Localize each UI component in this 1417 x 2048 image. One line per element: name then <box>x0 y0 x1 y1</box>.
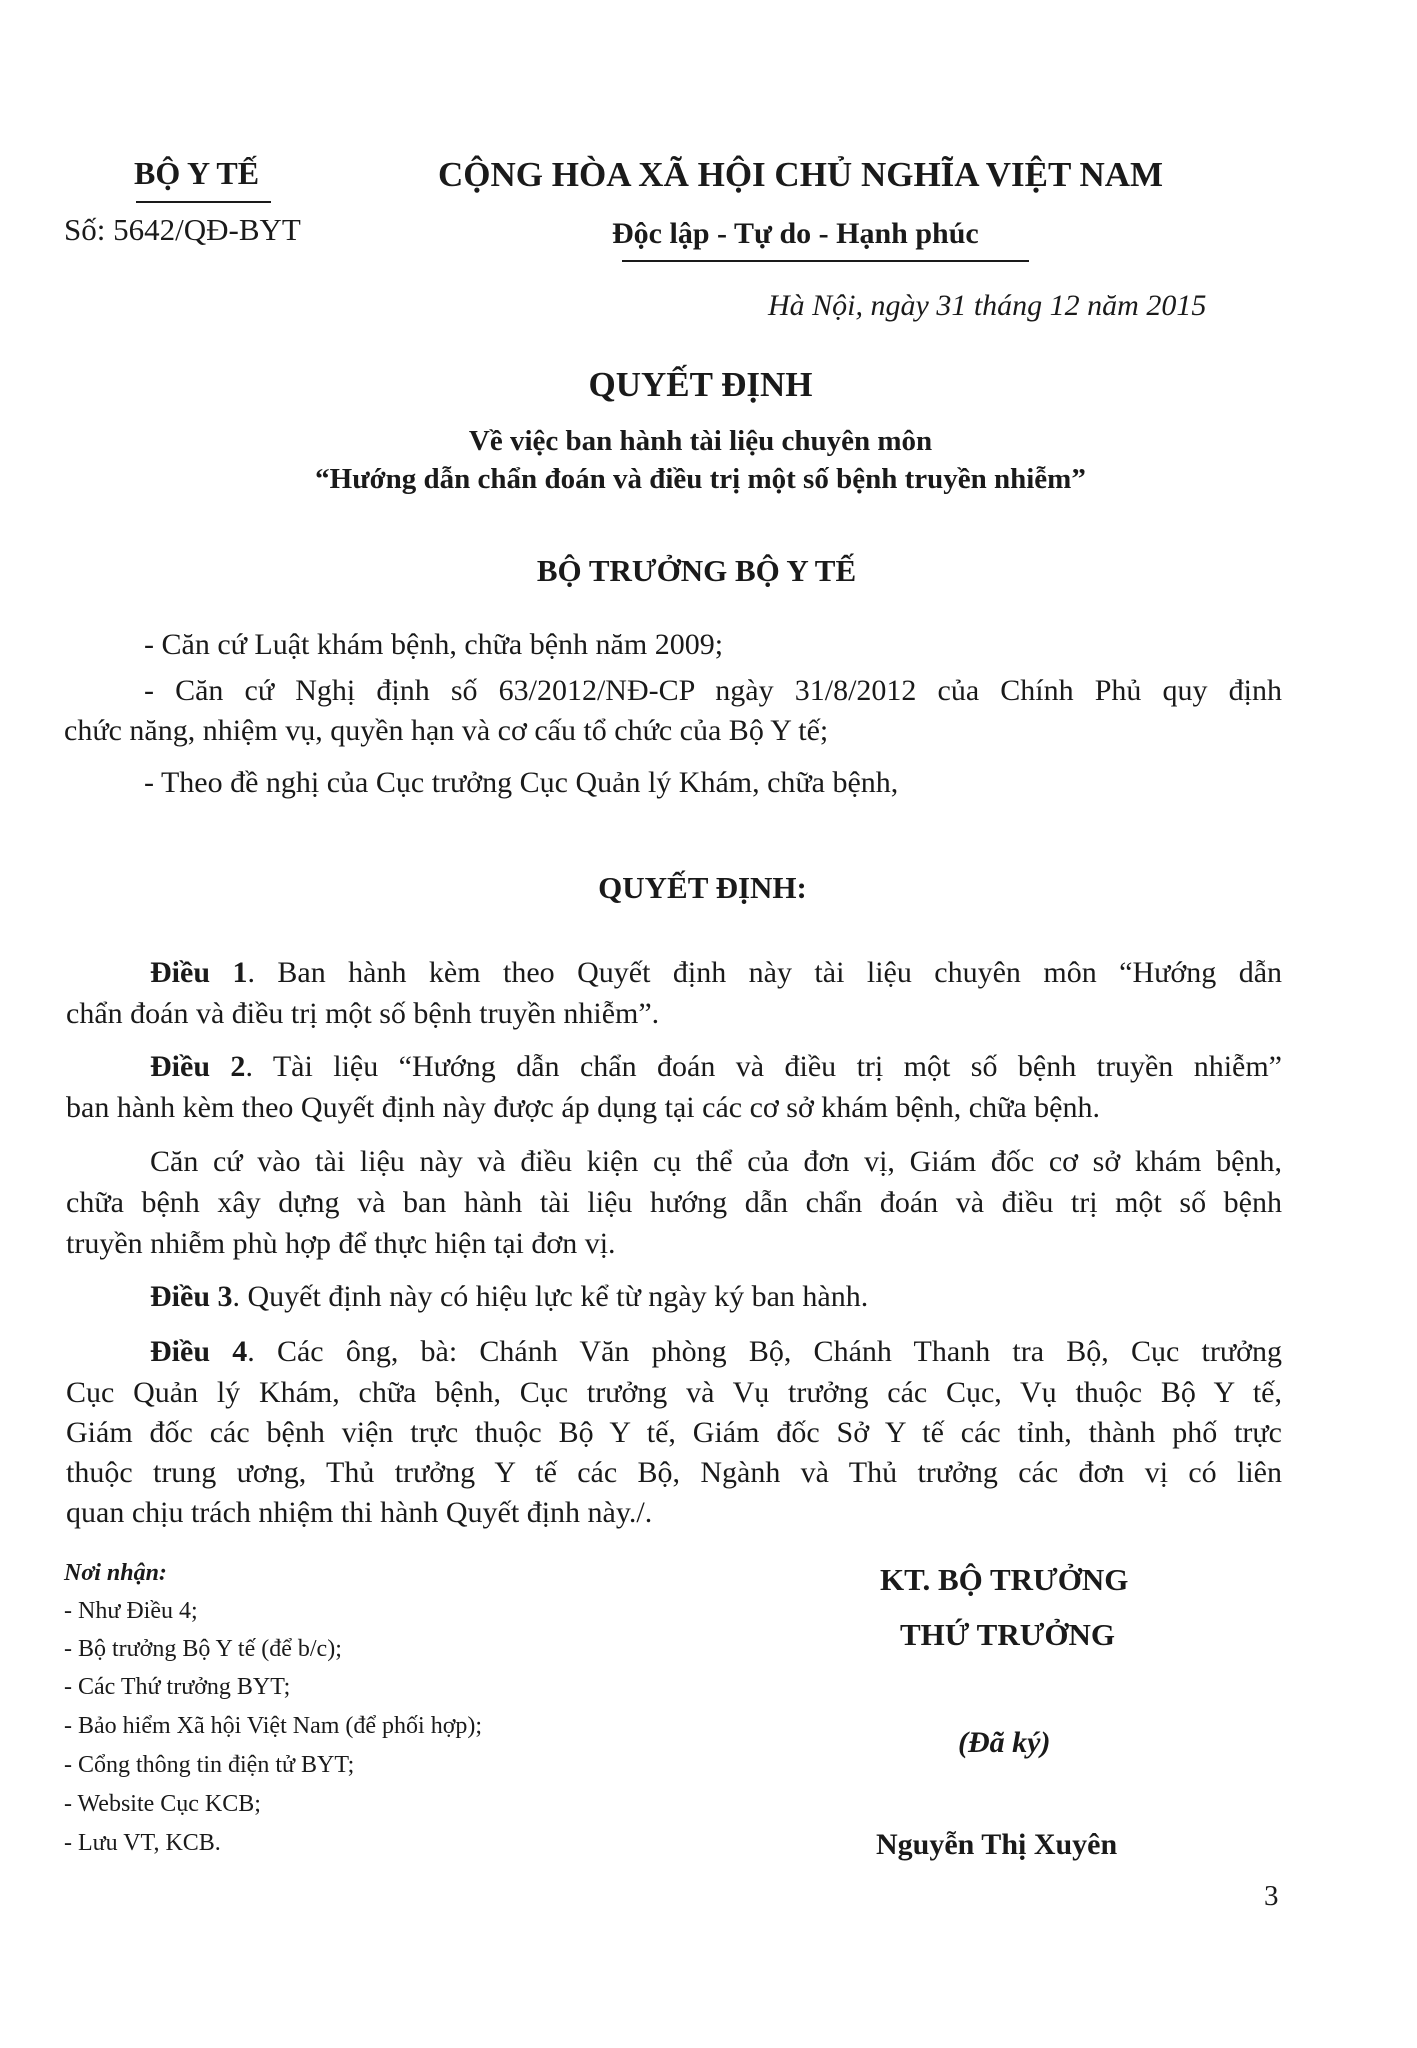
recipient-item: - Cổng thông tin điện tử BYT; <box>64 1752 355 1778</box>
article-1-label: Điều 1 <box>150 956 248 989</box>
national-motto: Độc lập - Tự do - Hạnh phúc <box>612 217 979 250</box>
page-number: 3 <box>1264 1880 1279 1912</box>
basis-line-2b: chức năng, nhiệm vụ, quyền hạn và cơ cấu tổ chức của Bộ Y tế; <box>64 714 829 747</box>
article-2-line-1 <box>150 1050 1282 1084</box>
signer-name: Nguyễn Thị Xuyên <box>876 1828 1118 1861</box>
document-subject-line-2: “Hướng dẫn chẩn đoán và điều trị một số bệnh truyền nhiễm” <box>315 463 1086 495</box>
motto-underline <box>622 260 1029 262</box>
basis-line-1: - Căn cứ Luật khám bệnh, chữa bệnh năm 2009; <box>144 628 724 661</box>
article-4-line-4: thuộc trung ương, Thủ trưởng Y tế các Bộ, Ngành và Thủ trưởng các đơn vị có liên <box>66 1456 1282 1489</box>
signature-title-2: THỨ TRƯỞNG <box>900 1617 1116 1652</box>
recipient-item: - Lưu VT, KCB. <box>64 1830 221 1856</box>
recipient-item: - Các Thứ trưởng BYT; <box>64 1674 291 1700</box>
article-4-line-5: quan chịu trách nhiệm thi hành Quyết định này./. <box>66 1496 653 1529</box>
article-3-text: . Quyết định này có hiệu lực kể từ ngày ký ban hành. <box>232 1280 869 1313</box>
document-subject-line-1: Về việc ban hành tài liệu chuyên môn <box>468 425 933 457</box>
basis-line-3: - Theo đề nghị của Cục trưởng Cục Quản lý Khám, chữa bệnh, <box>144 766 899 799</box>
signed-mark: (Đã ký) <box>958 1726 1051 1759</box>
article-4-line-2: Cục Quản lý Khám, chữa bệnh, Cục trưởng và Vụ trưởng các Cục, Vụ thuộc Bộ Y tế, <box>66 1376 1282 1409</box>
article-1-line-2: chẩn đoán và điều trị một số bệnh truyền nhiễm”. <box>66 997 660 1030</box>
article-4-text: . Các ông, bà: Chánh Văn phòng Bộ, Chánh Thanh tra Bộ, Cục trưởng <box>247 1335 1283 1368</box>
basis-line-2a: - Căn cứ Nghị định số 63/2012/NĐ-CP ngày 31/8/2012 của Chính Phủ quy định <box>144 674 1282 707</box>
recipient-item: - Bộ trưởng Bộ Y tế (để b/c); <box>64 1636 342 1662</box>
article-3-label: Điều 3 <box>150 1280 233 1313</box>
document-number: Số: 5642/QĐ-BYT <box>64 212 301 247</box>
agency-underline <box>136 201 271 203</box>
issuing-agency: BỘ Y TẾ <box>134 155 260 191</box>
recipients-heading: Nơi nhận: <box>64 1560 167 1586</box>
article-3-line-1 <box>150 1280 868 1314</box>
article-2-para-line-3: truyền nhiễm phù hợp để thực hiện tại đơn vị. <box>66 1227 616 1260</box>
article-4-line-1 <box>150 1335 1282 1369</box>
recipient-item: - Như Điều 4; <box>64 1598 198 1624</box>
document-title: QUYẾT ĐỊNH <box>588 365 813 404</box>
article-2-para-line-1: Căn cứ vào tài liệu này và điều kiện cụ thể của đơn vị, Giám đốc cơ sở khám bệnh, <box>150 1145 1282 1178</box>
issue-date: Hà Nội, ngày 31 tháng 12 năm 2015 <box>768 289 1207 322</box>
article-1-line-1 <box>150 956 1282 990</box>
recipient-item: - Website Cục KCB; <box>64 1791 261 1817</box>
article-2-text: . Tài liệu “Hướng dẫn chẩn đoán và điều trị một số bệnh truyền nhiễm” <box>245 1050 1283 1083</box>
recipient-item: - Bảo hiểm Xã hội Việt Nam (để phối hợp); <box>64 1713 483 1739</box>
article-2-label: Điều 2 <box>150 1050 246 1083</box>
authority-heading: BỘ TRƯỞNG BỘ Y TẾ <box>536 553 857 588</box>
article-2-para-line-2: chữa bệnh xây dựng và ban hành tài liệu hướng dẫn chẩn đoán và điều trị một số bệnh <box>66 1186 1282 1219</box>
article-4-line-3: Giám đốc các bệnh viện trực thuộc Bộ Y tế, Giám đốc Sở Y tế các tỉnh, thành phố trực <box>66 1416 1282 1449</box>
signature-title-1: KT. BỘ TRƯỞNG <box>880 1562 1129 1597</box>
article-4-label: Điều 4 <box>150 1335 248 1368</box>
article-2-line-2: ban hành kèm theo Quyết định này được áp dụng tại các cơ sở khám bệnh, chữa bệnh. <box>66 1091 1100 1124</box>
article-1-text: . Ban hành kèm theo Quyết định này tài liệu chuyên môn “Hướng dẫn <box>247 956 1283 989</box>
national-title: CỘNG HÒA XÃ HỘI CHỦ NGHĨA VIỆT NAM <box>438 155 1164 194</box>
decision-heading: QUYẾT ĐỊNH: <box>598 870 807 905</box>
